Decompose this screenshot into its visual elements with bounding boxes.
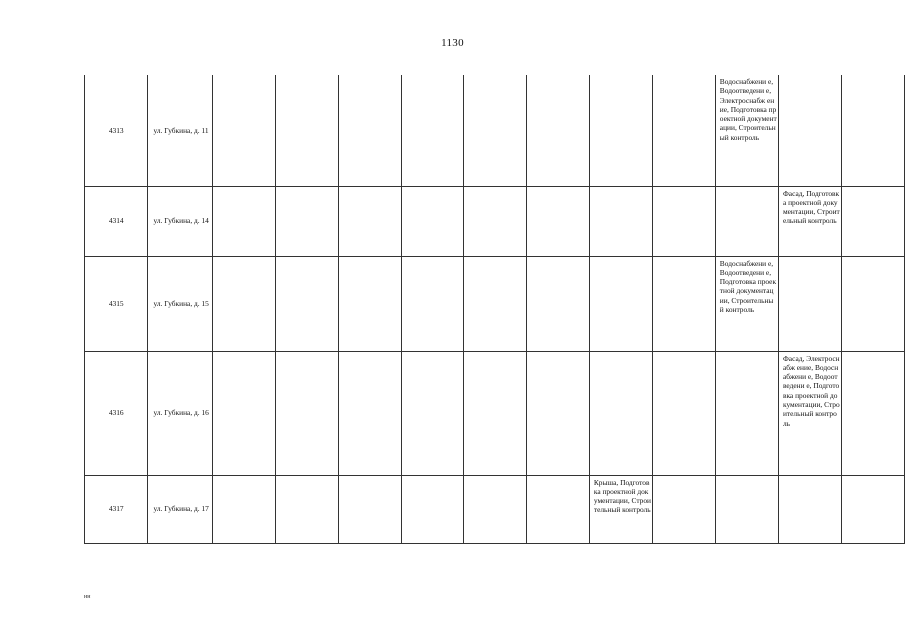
work-cell [715, 186, 778, 256]
work-cell [589, 75, 652, 186]
work-cell [589, 256, 652, 351]
row-number-cell: 4316 [85, 351, 148, 475]
work-cell: Крыша, Подготовка проектной документации, Строительный контроль [589, 475, 652, 543]
work-cell [653, 351, 716, 475]
work-cell [527, 256, 590, 351]
work-cell: Фасад, Электроснабж ение, Водоснабжени е, Водоотведени е, Подготовка проектной документации, Строительный контроль [778, 351, 841, 475]
work-cell [589, 351, 652, 475]
work-cell: Фасад, Подготовка проектной документации, Строительный контроль [778, 186, 841, 256]
work-cell [338, 351, 401, 475]
footer-mark: нн [84, 594, 91, 600]
work-cell [401, 256, 464, 351]
work-cell [213, 256, 276, 351]
work-cell [401, 75, 464, 186]
work-cell [653, 475, 716, 543]
work-cell [213, 475, 276, 543]
work-cell [778, 75, 841, 186]
work-cell [715, 475, 778, 543]
table-row [85, 186, 905, 256]
table-row [85, 475, 905, 543]
address-cell: ул. Губкина, д. 16 [148, 351, 213, 475]
work-cell [213, 75, 276, 186]
work-cell [653, 186, 716, 256]
address-cell: ул. Губкина, д. 11 [148, 75, 213, 186]
work-cell [464, 75, 527, 186]
work-cell [275, 75, 338, 186]
work-cell [589, 186, 652, 256]
work-cell [338, 256, 401, 351]
work-cell [275, 351, 338, 475]
work-cell [338, 475, 401, 543]
work-cell [213, 186, 276, 256]
table-row [85, 256, 905, 351]
work-cell [527, 475, 590, 543]
work-cell [842, 475, 905, 543]
work-cell [275, 256, 338, 351]
work-cell [715, 351, 778, 475]
work-cell [527, 186, 590, 256]
work-cell [275, 475, 338, 543]
work-cell [778, 256, 841, 351]
address-cell: ул. Губкина, д. 15 [148, 256, 213, 351]
row-number-cell: 4314 [85, 186, 148, 256]
work-cell [778, 475, 841, 543]
work-cell [842, 186, 905, 256]
repair-schedule-table [84, 75, 905, 544]
work-cell [275, 186, 338, 256]
work-cell [401, 475, 464, 543]
work-cell [842, 75, 905, 186]
page-number: 1130 [441, 37, 464, 49]
work-cell [464, 186, 527, 256]
work-cell: Водоснабжени е, Водоотведени е, Электроснабж ение, Подготовка проектной документации, Строительный контроль [715, 75, 778, 186]
address-cell: ул. Губкина, д. 14 [148, 186, 213, 256]
row-number-cell: 4313 [85, 75, 148, 186]
work-cell [842, 351, 905, 475]
work-cell [464, 256, 527, 351]
work-cell: Водоснабжени е, Водоотведени е, Подготовка проектной документации, Строительный контроль [715, 256, 778, 351]
work-cell [213, 351, 276, 475]
work-cell [653, 75, 716, 186]
work-cell [464, 351, 527, 475]
work-cell [338, 186, 401, 256]
table-row [85, 75, 905, 186]
address-cell: ул. Губкина, д. 17 [148, 475, 213, 543]
table-row [85, 351, 905, 475]
work-cell [527, 75, 590, 186]
work-cell [401, 186, 464, 256]
work-cell [653, 256, 716, 351]
work-cell [401, 351, 464, 475]
work-cell [464, 475, 527, 543]
row-number-cell: 4315 [85, 256, 148, 351]
work-cell [842, 256, 905, 351]
row-number-cell: 4317 [85, 475, 148, 543]
work-cell [338, 75, 401, 186]
work-cell [527, 351, 590, 475]
